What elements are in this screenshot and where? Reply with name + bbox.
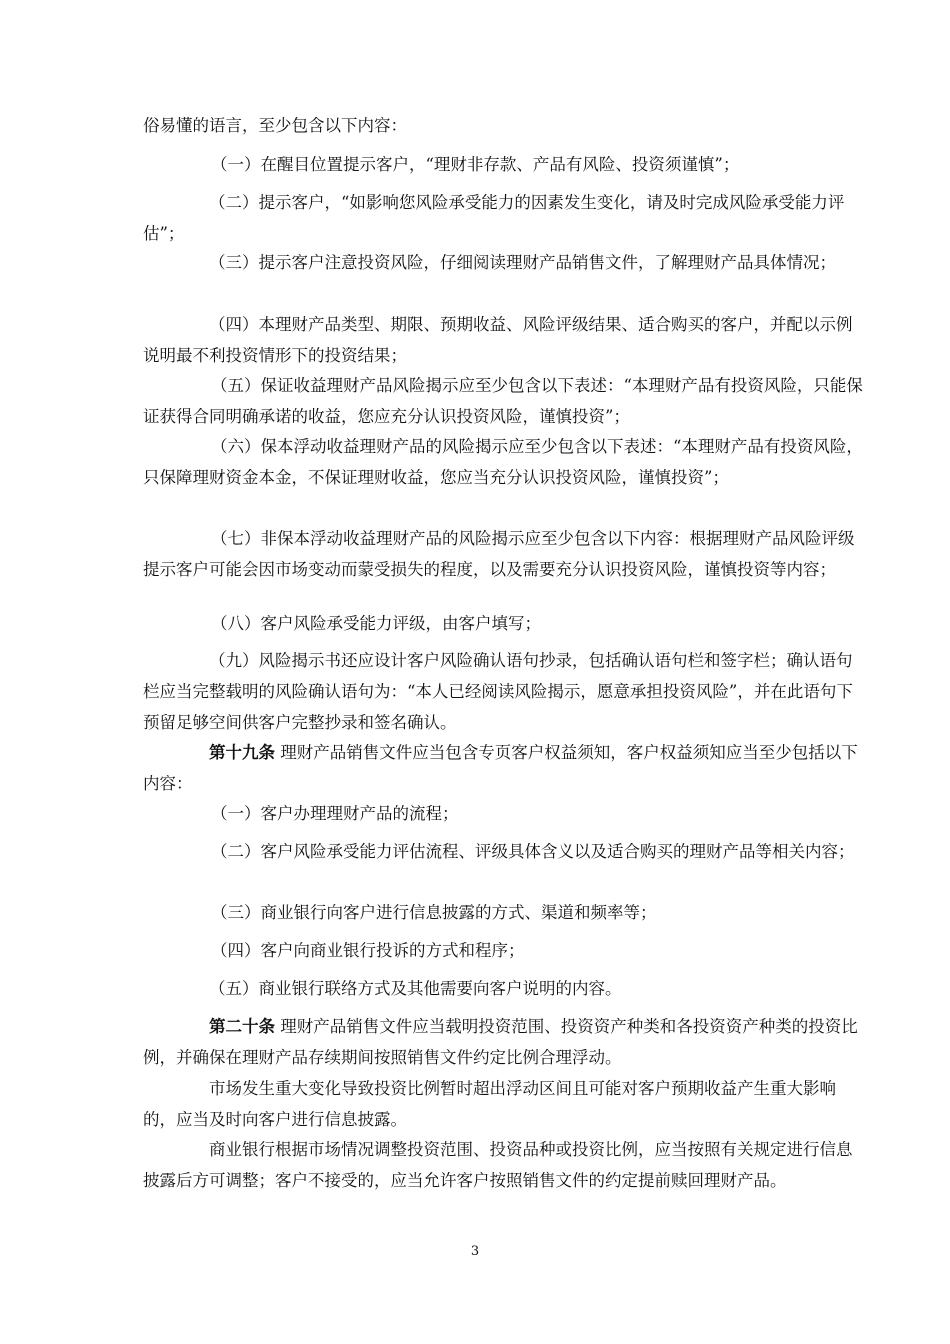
article-20-paragraph xyxy=(143,1011,865,1073)
risk-disclosure-item-9: （九）风险揭示书还应设计客户风险确认语句抄录，包括确认语句栏和签字栏；确认语句栏应当完整载明的风险确认语句为：“本人已经阅读风险揭示，愿意承担投资风险”，并在此语句下预留足够空间供客户完整抄录和签名确认。 xyxy=(143,651,853,732)
risk-disclosure-item-6: （六）保本浮动收益理财产品的风险揭示应至少包含以下表述：“本理财产品有投资风险，只保障理财资金本金，不保证理财收益，您应当充分认识投资风险，谨慎投资”； xyxy=(143,437,863,487)
article-19-paragraph xyxy=(143,737,865,799)
rights-notice-item-2: （二）客户风险承受能力评估流程、评级具体含义以及适合购买的理财产品等相关内容； xyxy=(211,842,855,861)
rights-notice-item-1: （一）客户办理理财产品的流程； xyxy=(211,804,459,823)
article-20-heading: 第二十条 xyxy=(209,1017,275,1036)
risk-disclosure-item-1: （一）在醒目位置提示客户，“理财非存款、产品有风险、投资须谨慎”； xyxy=(211,155,740,174)
risk-disclosure-item-8: （八）客户风险承受能力评级，由客户填写； xyxy=(211,614,541,633)
risk-disclosure-item-4: （四）本理财产品类型、期限、预期收益、风险评级结果、适合购买的客户，并配以示例说明最不利投资情形下的投资结果； xyxy=(143,315,853,365)
article-20-text: 理财产品销售文件应当载明投资范围、投资资产种类和各投资资产种类的投资比例，并确保在理财产品存续期间按照销售文件约定比例合理浮动。 xyxy=(143,1017,858,1067)
risk-disclosure-item-5: （五）保证收益理财产品风险揭示应至少包含以下表述：“本理财产品有投资风险，只能保证获得合同明确承诺的收益，您应充分认识投资风险，谨慎投资”； xyxy=(143,376,863,426)
article-19-heading: 第十九条 xyxy=(209,743,275,762)
risk-disclosure-item-7: （七）非保本浮动收益理财产品的风险揭示应至少包含以下内容：根据理财产品风险评级提示客户可能会因市场变动而蒙受损失的程度，以及需要充分认识投资风险，谨慎投资等内容； xyxy=(143,529,855,579)
rights-notice-item-4: （四）客户向商业银行投诉的方式和程序； xyxy=(211,941,525,960)
rights-notice-item-3: （三）商业银行向客户进行信息披露的方式、渠道和频率等； xyxy=(211,903,657,922)
article-20-paragraph-2: 市场发生重大变化导致投资比例暂时超出浮动区间且可能对客户预期收益产生重大影响的，应当及时向客户进行信息披露。 xyxy=(143,1079,836,1129)
article-20-paragraph-3: 商业银行根据市场情况调整投资范围、投资品种或投资比例，应当按照有关规定进行信息披露后方可调整；客户不接受的，应当允许客户按照销售文件的约定提前赎回理财产品。 xyxy=(143,1140,853,1190)
paragraph-continuation: 俗易懂的语言，至少包含以下内容： xyxy=(143,116,407,135)
page-number: 3 xyxy=(470,1244,480,1259)
rights-notice-item-5: （五）商业银行联络方式及其他需要向客户说明的内容。 xyxy=(209,979,622,998)
risk-disclosure-item-3: （三）提示客户注意投资风险，仔细阅读理财产品销售文件，了解理财产品具体情况； xyxy=(209,253,836,272)
article-19-text: 理财产品销售文件应当包含专页客户权益须知，客户权益须知应当至少包括以下内容： xyxy=(143,743,858,793)
risk-disclosure-item-2: （二）提示客户，“如影响您风险承受能力的因素发生变化，请及时完成风险承受能力评估”； xyxy=(143,193,845,243)
